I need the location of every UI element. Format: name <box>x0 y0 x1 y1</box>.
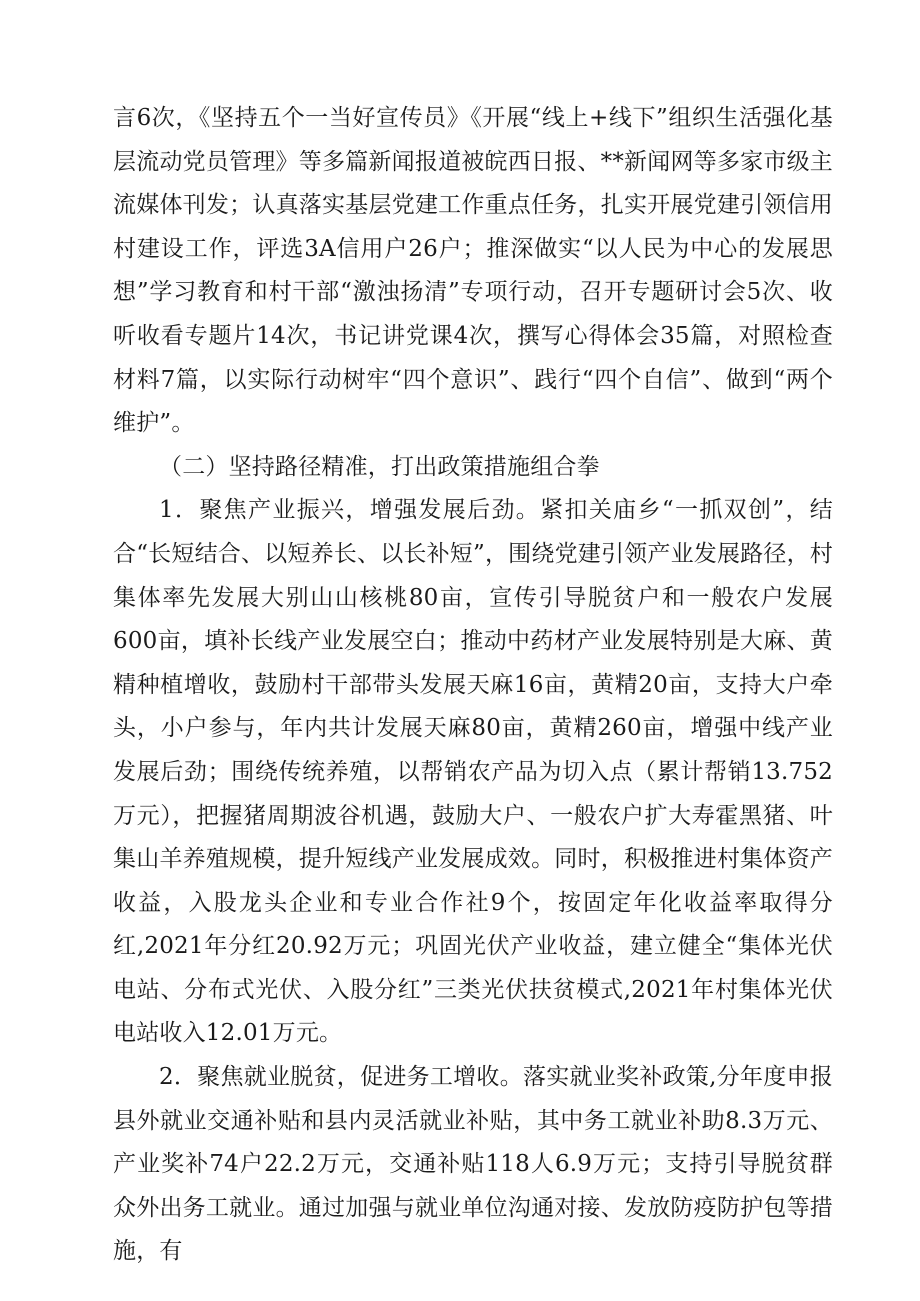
document-body <box>113 97 833 1274</box>
paragraph-industry-revitalization: 1．聚焦产业振兴，增强发展后劲。紧扣关庙乡“一抓双创”，结合“长短结合、以短养长、以长补短”，围绕党建引领产业发展路径，村集体率先发展大别山山核桃80亩，宣传引导脱贫户和一般农户发展600亩，填补长线产业发展空白；推动中药材产业发展特别是大麻、黄精种植增收，鼓励村干部带头发展天麻16亩，黄精20亩，支持大户牵头，小户参与，年内共计发展天麻80亩，黄精260亩，增强中线产业发展后劲；围绕传统养殖，以帮销农产品为切入点（累计帮销13.752万元），把握猪周期波谷机遇，鼓励大户、一般农户扩大寿霍黑猪、叶集山羊养殖规模，提升短线产业发展成效。同时，积极推进村集体资产收益，入股龙头企业和专业合作社9个，按固定年化收益率取得分红,2021年分红20.92万元；巩固光伏产业收益，建立健全“集体光伏电站、分布式光伏、入股分红”三类光伏扶贫模式,2021年村集体光伏电站收入12.01万元。 <box>113 497 833 1047</box>
paragraph-party-building: 言6次，《坚持五个一当好宣传员》《开展“线上+线下”组织生活强化基层流动党员管理》等多篇新闻报道被皖西日报、**新闻网等多家市级主流媒体刊发；认真落实基层党建工作重点任务，扎实开展党建引领信用村建设工作，评选3A信用户26户；推深做实“以人民为中心的发展思想”学习教育和村干部“激浊扬清”专项行动，召开专题研讨会5次、收听收看专题片14次，书记讲党课4次，撰写心得体会35篇，对照检查材料7篇，以实际行动树牢“四个意识”、践行“四个自信”、做到“两个维护”。 <box>113 105 833 437</box>
section-heading-policy: （二）坚持路径精准，打出政策措施组合拳 <box>159 453 600 480</box>
paragraph-employment: 2．聚焦就业脱贫，促进务工增收。落实就业奖补政策,分年度申报县外就业交通补贴和县内灵活就业补贴，其中务工就业补助8.3万元、产业奖补74户22.2万元，交通补贴118人6.9万元；支持引导脱贫群众外出务工就业。通过加强与就业单位沟通对接、发放防疫防护包等措施，有 <box>113 1064 833 1265</box>
